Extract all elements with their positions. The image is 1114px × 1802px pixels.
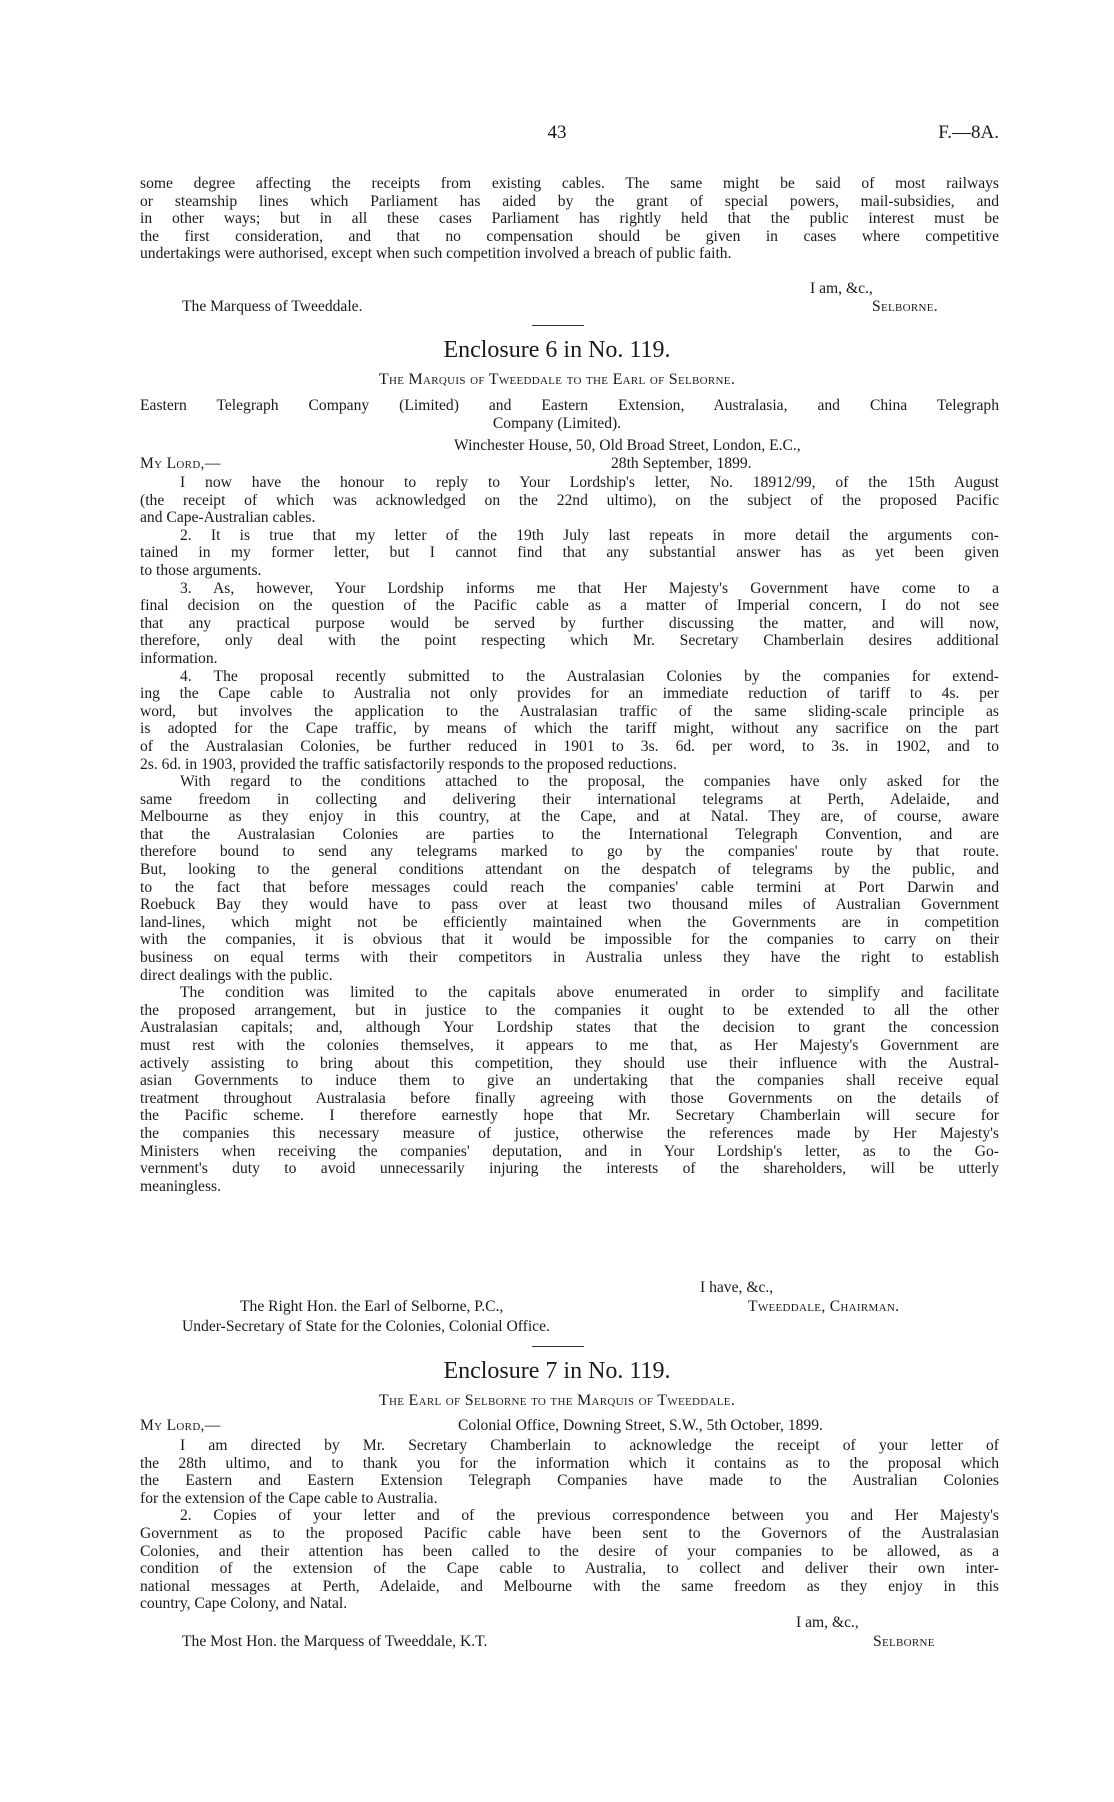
- text-line: Roebuck Bay they would have to pass over at least two thousand miles of Australian Government: [140, 896, 999, 914]
- text-line: that any practical purpose would be served by further discussing the matter, and will now,: [140, 614, 999, 632]
- text-line: direct dealings with the public.: [140, 966, 333, 984]
- enclosure-6-signature: Tweeddale, Chairman.: [748, 1298, 900, 1315]
- text-line: With regard to the conditions attached to the proposal, the companies have only asked for the: [180, 773, 999, 791]
- text-line: (the receipt of which was acknowledged on the 22nd ultimo), on the subject of the proposed Pacific: [140, 491, 999, 509]
- text-line: the Eastern and Eastern Extension Telegraph Companies have made to the Australian Colonies: [140, 1472, 999, 1490]
- text-line: to those arguments.: [140, 561, 262, 579]
- enclosure-6-addressee-2: Under-Secretary of State for the Colonies, Colonial Office.: [182, 1318, 550, 1335]
- enclosure-6-closing: I have, &c.,: [700, 1279, 774, 1296]
- text-line: therefore bound to send any telegrams marked to go by the companies' route by that route.: [140, 843, 999, 861]
- text-line: is adopted for the Cape traffic, by means of which the tariff might, without any sacrifice on the part: [140, 720, 999, 738]
- text-line: the Pacific scheme. I therefore earnestly hope that Mr. Secretary Chamberlain will secure for: [140, 1107, 999, 1125]
- text-line: condition of the extension of the Cape cable to Australia, to collect and deliver their own inter-: [140, 1560, 999, 1578]
- enclosure-7-closing: I am, &c.,: [796, 1614, 859, 1631]
- text-line: meaningless.: [140, 1177, 221, 1195]
- text-line: land-lines, which might not be efficiently maintained when the Governments are in competition: [140, 913, 999, 931]
- sender-address: Winchester House, 50, Old Broad Street, London, E.C.,: [454, 437, 801, 454]
- document-reference: F.—8A.: [938, 122, 999, 143]
- text-line: some degree affecting the receipts from existing cables. The same might be said of most railways: [140, 175, 999, 192]
- text-line: actively assisting to bring about this competition, they should use their influence with the Austral-: [140, 1054, 999, 1072]
- divider: [532, 325, 584, 326]
- text-line: the first consideration, and that no compensation should be given in cases where competitive: [140, 227, 999, 245]
- text-line: tained in my former letter, but I cannot find that any substantial answer has as yet been given: [140, 544, 999, 562]
- opening-closing: I am, &c.,: [810, 280, 873, 297]
- enclosure-6-body: [140, 474, 999, 1195]
- text-line: I am directed by Mr. Secretary Chamberlain to acknowledge the receipt of your letter of: [180, 1437, 999, 1454]
- page-header: [0, 122, 1114, 146]
- text-line: information.: [140, 649, 218, 667]
- enclosure-6-subtitle: The Marquis of Tweeddale to the Earl of Selborne.: [378, 371, 736, 388]
- text-line: The condition was limited to the capitals above enumerated in order to simplify and facilitate: [180, 984, 999, 1002]
- text-line: with the companies, it is obvious that it would be impossible for the companies to carry on their: [140, 931, 999, 949]
- company-line-1: Eastern Telegraph Company (Limited) and Eastern Extension, Australasia, and China Telegraph: [140, 397, 999, 414]
- text-line: the proposed arrangement, but in justice to the companies it ought to be extended to all the other: [140, 1001, 999, 1019]
- text-line: 2s. 6d. in 1903, provided the traffic satisfactorily responds to the proposed reductions.: [140, 755, 677, 773]
- company-line-2: Company (Limited).: [492, 415, 622, 432]
- text-line: Melbourne as they enjoy in this country, at the Cape, and at Natal. They are, of course, aware: [140, 808, 999, 826]
- enclosure-7-address-date: Colonial Office, Downing Street, S.W., 5th October, 1899.: [458, 1417, 823, 1434]
- text-line: must rest with the colonies themselves, it appears to me that, as Her Majesty's Government are: [140, 1037, 999, 1054]
- text-line: ing the Cape cable to Australia not only provides for an immediate reduction of tariff to 4s. per: [140, 685, 999, 703]
- text-line: 2. Copies of your letter and of the previous correspondence between you and Her Majesty's: [180, 1507, 999, 1525]
- text-line: word, but involves the application to the Australasian traffic of the same sliding-scale principle as: [140, 702, 999, 720]
- text-line: the 28th ultimo, and to thank you for the information which it contains as to the proposal which: [140, 1454, 999, 1472]
- page-number: 43: [547, 122, 567, 143]
- text-line: same freedom in collecting and delivering their international telegrams at Perth, Adelaide, and: [140, 790, 999, 808]
- opening-signature: Selborne.: [872, 298, 938, 315]
- text-line: in other ways; but in all these cases Parliament has rightly held that the public interest must be: [140, 210, 999, 228]
- enclosure-6-addressee-1: The Right Hon. the Earl of Selborne, P.C.,: [240, 1298, 504, 1315]
- text-line: 3. As, however, Your Lordship informs me that Her Majesty's Government have come to a: [180, 579, 999, 597]
- text-line: 2. It is true that my letter of the 19th July last repeats in more detail the arguments con-: [180, 526, 999, 544]
- text-line: that the Australasian Colonies are parties to the International Telegraph Convention, and are: [140, 825, 999, 843]
- text-line: Ministers when receiving the companies' deputation, and in Your Lordship's letter, as to the Go-: [140, 1142, 999, 1160]
- opening-addressee: The Marquess of Tweeddale.: [182, 298, 363, 315]
- enclosure-6-title: Enclosure 6 in No. 119.: [443, 337, 671, 363]
- text-line: I now have the honour to reply to Your Lordship's letter, No. 18912/99, of the 15th August: [180, 474, 999, 491]
- text-line: final decision on the question of the Pacific cable as a matter of Imperial concern, I do not see: [140, 597, 999, 615]
- enclosure-7-addressee: The Most Hon. the Marquess of Tweeddale, K.T.: [182, 1633, 488, 1650]
- text-line: asian Governments to induce them to give an undertaking that the companies shall receive equal: [140, 1072, 999, 1090]
- text-line: or steamship lines which Parliament has aided by the grant of special powers, mail-subsidies, and: [140, 192, 999, 210]
- text-line: and Cape-Australian cables.: [140, 509, 316, 527]
- enclosure-7-title: Enclosure 7 in No. 119.: [443, 1358, 671, 1384]
- divider: [532, 1346, 584, 1347]
- enclosure-7-signature: Selborne: [873, 1633, 935, 1650]
- text-line: business on equal terms with their competitors in Australia unless they have the right to establish: [140, 949, 999, 967]
- text-line: Government as to the proposed Pacific cable have been sent to the Governors of the Australasian: [140, 1524, 999, 1542]
- text-line: vernment's duty to avoid unnecessarily injuring the interests of the shareholders, will be utterly: [140, 1160, 999, 1178]
- text-line: to the fact that before messages could reach the companies' cable termini at Port Darwin and: [140, 878, 999, 896]
- text-line: national messages at Perth, Adelaide, and Melbourne with the same freedom as they enjoy in this: [140, 1577, 999, 1595]
- text-line: But, looking to the general conditions attendant on the despatch of telegrams by the public, and: [140, 861, 999, 879]
- text-line: Colonies, and their attention has been called to the desire of your companies to be allowed, as a: [140, 1542, 999, 1560]
- text-line: Australasian capitals; and, although Your Lordship states that the decision to grant the concession: [140, 1019, 999, 1037]
- text-line: the companies this necessary measure of justice, otherwise the references made by Her Majesty's: [140, 1124, 999, 1142]
- text-line: of the Australasian Colonies, be further reduced in 1901 to 3s. 6d. per word, to 3s. in 1902, and to: [140, 737, 999, 755]
- enclosure-7-salutation: My Lord,—: [140, 1417, 221, 1434]
- enclosure-6-date: 28th September, 1899.: [611, 455, 752, 472]
- enclosure-6-salutation: My Lord,—: [140, 455, 221, 472]
- text-line: 4. The proposal recently submitted to the Australasian Colonies by the companies for extend-: [180, 667, 999, 685]
- text-line: treatment throughout Australasia before finally agreeing with those Governments on the details of: [140, 1089, 999, 1107]
- text-line: undertakings were authorised, except when such competition involved a breach of public faith.: [140, 245, 732, 263]
- opening-paragraph: [140, 175, 999, 263]
- text-line: for the extension of the Cape cable to Australia.: [140, 1489, 438, 1507]
- text-line: therefore, only deal with the point respecting which Mr. Secretary Chamberlain desires additional: [140, 632, 999, 650]
- enclosure-7-subtitle: The Earl of Selborne to the Marquis of Tweeddale.: [378, 1392, 736, 1409]
- enclosure-7-body: [140, 1437, 999, 1613]
- text-line: country, Cape Colony, and Natal.: [140, 1595, 348, 1613]
